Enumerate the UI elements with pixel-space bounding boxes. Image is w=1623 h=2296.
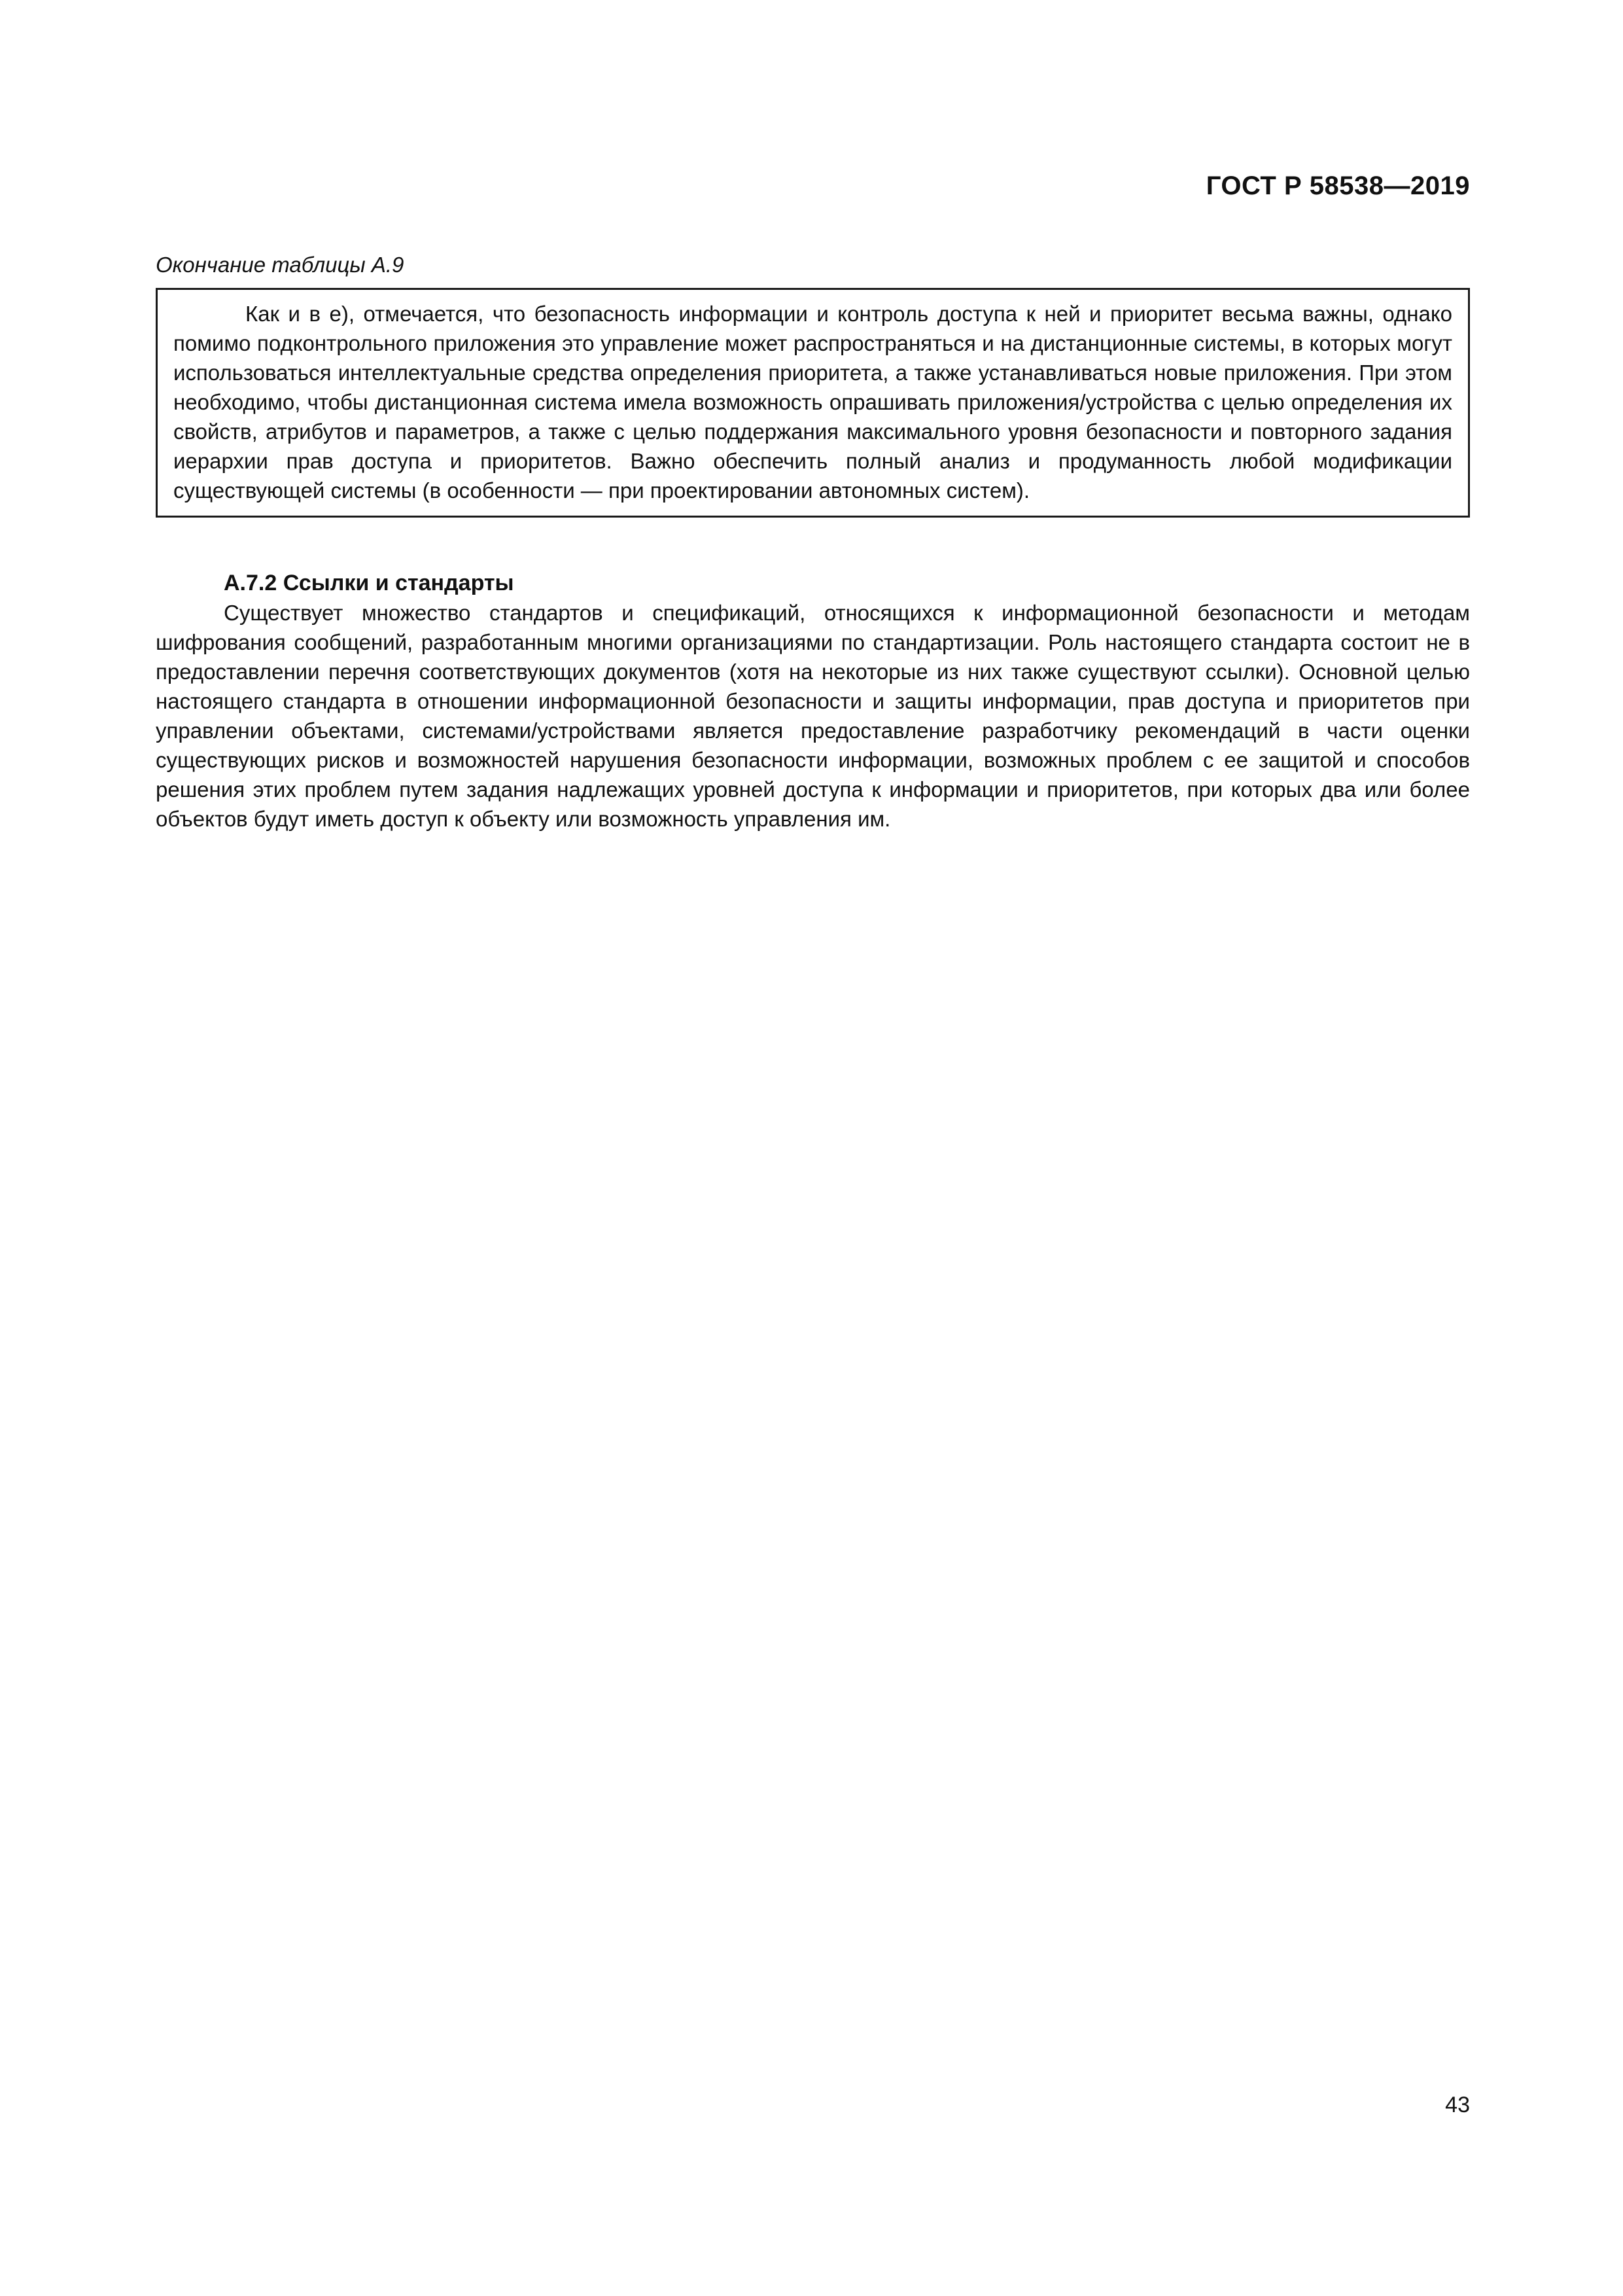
table-continuation-box — [156, 288, 1470, 518]
page-number: 43 — [1445, 2093, 1470, 2117]
table-cell-text: Как и в е), отмечается, что безопасность информации и контроль доступа к ней и приоритет весьма важны, однако помимо подконтрольного приложения это управление может распространяться и на дистанционные системы, в которых могут использоваться интеллектуальные средства определения приоритета, а также устанавливаться новые приложения. При этом необходимо, чтобы дистанционная система имела возможность опрашивать приложения/устройства с целью определения их свойств, атрибутов и параметров, а также с целью поддержания максимального уровня безопасности и повторного задания иерархии прав доступа и приоритетов. Важно обеспечить полный анализ и продуманность любой модификации существующей системы (в особенности — при проектировании автономных систем). — [173, 302, 1452, 503]
document-code-header: ГОСТ Р 58538—2019 — [1206, 171, 1470, 200]
section-a-7-2 — [156, 568, 1470, 834]
table-caption: Окончание таблицы А.9 — [156, 253, 404, 277]
section-paragraph: Существует множество стандартов и спецификаций, относящихся к информационной безопасности и методам шифрования сообщений, разработанным многими организациями по стандартизации. Роль настоящего стандарта состоит не в предоставлении перечня соответствующих документов (хотя на некоторые из них также существуют ссылки). Основной целью настоящего стандарта в отношении информационной безопасности и защиты информации, прав доступа и приоритетов при управлении объектами, системами/устройствами является предоставление разработчику рекомендаций в части оценки существующих рисков и возможностей нарушения безопасности информации, возможных проблем с ее защитой и способов решения этих проблем путем задания надлежащих уровней доступа к информации и приоритетов, при которых два или более объектов будут иметь доступ к объекту или возможность управления им. — [156, 601, 1470, 831]
section-heading: А.7.2 Ссылки и стандарты — [224, 571, 514, 595]
